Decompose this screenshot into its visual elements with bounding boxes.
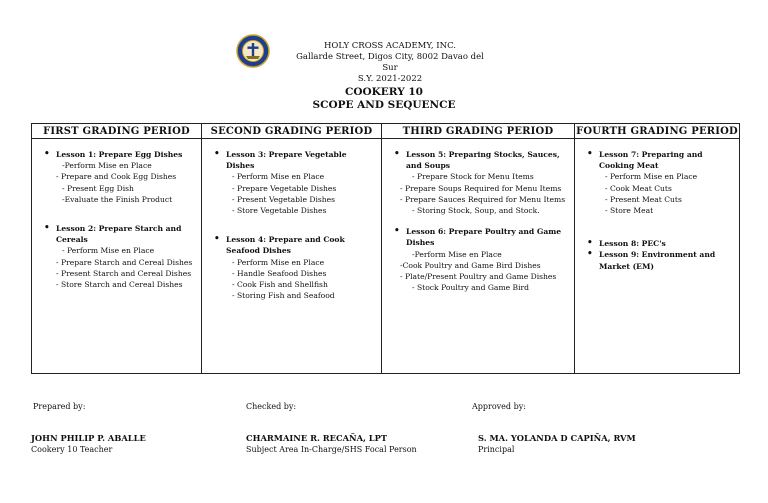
lesson-item: - Cook Meat Cuts — [605, 183, 672, 193]
checked-by-name: CHARMAINE R. RECAÑA, LPT — [246, 433, 388, 443]
lesson-3 — [208, 149, 377, 216]
fourth-grading-cell — [575, 139, 740, 374]
second-grading-cell — [202, 139, 382, 374]
lesson-4 — [208, 234, 377, 301]
lesson-item: - Prepare and Cook Egg Dishes — [56, 172, 177, 182]
scope-sequence-table — [31, 123, 740, 374]
prepared-by-label: Prepared by: — [33, 402, 86, 411]
lesson-item: -Cook Poultry and Game Bird Dishes — [400, 260, 541, 270]
lesson-item: - Storing Fish and Seafood — [232, 291, 335, 301]
lesson-item: - Prepare Soups Required for Menu Items — [400, 183, 562, 193]
school-address: Gallarde Street, Digos City, 8002 Davao del Sur — [296, 52, 484, 73]
lesson-item: - Storing Stock, Soup, and Stock. — [412, 206, 540, 216]
lesson-item: -Perform Mise en Place — [412, 249, 502, 259]
prepared-by-block — [31, 433, 146, 455]
checked-by-label: Checked by: — [246, 402, 297, 411]
document-title: COOKERY 10 — [345, 86, 423, 98]
header-third-grading: THIRD GRADING PERIOD — [382, 124, 575, 139]
lesson-item: - Handle Seafood Dishes — [232, 268, 327, 278]
checked-by-block — [246, 433, 417, 455]
lesson-item: - Store Starch and Cereal Dishes — [56, 280, 183, 290]
checked-by-role: Subject Area In-Charge/SHS Focal Person — [246, 445, 417, 454]
document-subtitle: SCOPE AND SEQUENCE — [312, 99, 456, 111]
lesson-item: - Store Vegetable Dishes — [232, 206, 327, 216]
lesson-item: -Perform Mise en Place — [62, 161, 152, 171]
lesson-item: - Prepare Starch and Cereal Dishes — [56, 257, 193, 267]
header-fourth-grading: FOURTH GRADING PERIOD — [576, 125, 738, 137]
lesson-item: - Perform Mise en Place — [62, 246, 155, 256]
approved-by-role: Principal — [478, 445, 515, 454]
school-logo — [236, 34, 270, 68]
lesson-title: • Lesson 9: Environment and Market (EM) — [581, 249, 735, 271]
approved-by-label: Approved by: — [472, 402, 526, 411]
lesson-item: -Evaluate the Finish Product — [62, 194, 173, 204]
lesson-title: • Lesson 8: PEC's — [581, 238, 735, 249]
lesson-item: - Perform Mise en Place — [232, 172, 325, 182]
lesson-title: • Lesson 3: Prepare Vegetable Dishes — [208, 149, 377, 171]
school-header — [290, 41, 490, 85]
approved-by-name: S. MA. YOLANDA D CAPIÑA, RVM — [478, 433, 636, 443]
approved-by-block — [478, 433, 636, 455]
school-year: S.Y. 2021-2022 — [357, 74, 423, 84]
header-second-grading: SECOND GRADING PERIOD — [202, 124, 382, 139]
school-name: HOLY CROSS ACADEMY, INC. — [324, 41, 456, 51]
lesson-item: - Store Meat — [605, 206, 654, 216]
table-body-row — [32, 139, 740, 374]
lesson-item: - Perform Mise en Place — [605, 172, 698, 182]
lesson-title: • Lesson 7: Preparing and Cooking Meat — [581, 149, 735, 171]
lesson-item: - Plate/Present Poultry and Game Dishes — [400, 272, 557, 282]
prepared-by-role: Cookery 10 Teacher — [31, 445, 113, 454]
lesson-title: • Lesson 1: Prepare Egg Dishes — [38, 149, 197, 160]
first-grading-cell — [32, 139, 202, 374]
lesson-item: - Perform Mise en Place — [232, 257, 325, 267]
header-first-grading: FIRST GRADING PERIOD — [32, 124, 202, 139]
lesson-item: - Prepare Stock for Menu Items — [412, 172, 534, 182]
lesson-title: • Lesson 2: Prepare Starch and Cereals — [38, 223, 197, 245]
lesson-title: • Lesson 6: Prepare Poultry and Game Dishes — [388, 226, 570, 248]
lesson-2 — [38, 223, 197, 290]
lesson-item: - Present Meat Cuts — [605, 194, 682, 204]
lesson-item: - Prepare Vegetable Dishes — [232, 183, 337, 193]
lesson-7 — [581, 149, 735, 216]
lesson-6 — [388, 226, 570, 293]
table-header-row — [32, 124, 740, 139]
lesson-1 — [38, 149, 197, 205]
prepared-by-name: JOHN PHILIP P. ABALLE — [31, 433, 146, 443]
lesson-item: - Present Egg Dish — [62, 183, 134, 193]
lesson-item: - Present Starch and Cereal Dishes — [56, 268, 192, 278]
lesson-item: - Cook Fish and Shellfish — [232, 280, 328, 290]
lesson-title: • Lesson 4: Prepare and Cook Seafood Dishes — [208, 234, 377, 256]
lesson-item: - Prepare Sauces Required for Menu Items — [400, 194, 566, 204]
lesson-item: - Stock Poultry and Game Bird — [412, 283, 530, 293]
lesson-title: • Lesson 5: Preparing Stocks, Sauces, and Soups — [388, 149, 570, 171]
third-grading-cell — [382, 139, 575, 374]
lesson-item: - Present Vegetable Dishes — [232, 194, 336, 204]
lesson-5 — [388, 149, 570, 216]
lesson-8-9 — [581, 238, 735, 272]
